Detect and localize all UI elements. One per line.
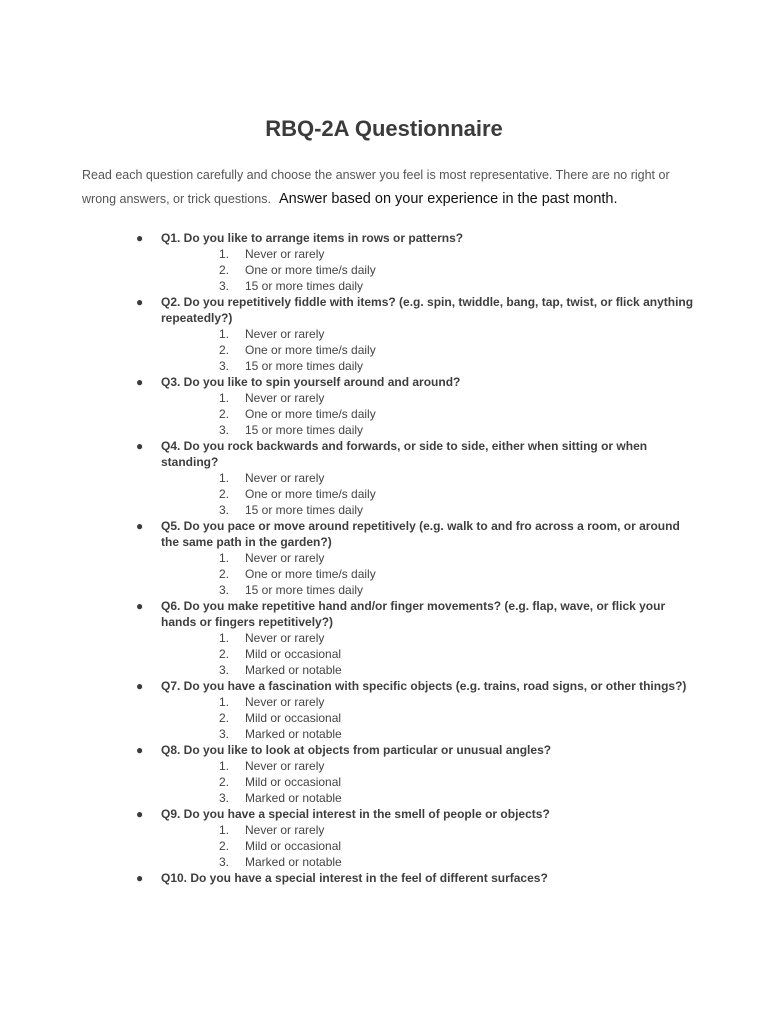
answer-number: 1. bbox=[219, 551, 230, 565]
question-item bbox=[136, 438, 696, 518]
bullet-icon: ● bbox=[136, 871, 144, 885]
bullet-icon: ● bbox=[136, 599, 144, 613]
answer-option bbox=[219, 342, 696, 358]
answer-label: 15 or more times daily bbox=[245, 503, 364, 517]
answer-option bbox=[219, 566, 696, 582]
bullet-icon: ● bbox=[136, 295, 144, 309]
answer-label: Never or rarely bbox=[245, 695, 325, 709]
answer-list bbox=[161, 390, 696, 438]
question-item bbox=[136, 870, 696, 886]
answer-number: 1. bbox=[219, 759, 230, 773]
answer-list bbox=[161, 246, 696, 294]
answer-list bbox=[161, 630, 696, 678]
answer-option bbox=[219, 854, 696, 870]
answer-list bbox=[161, 694, 696, 742]
answer-number: 2. bbox=[219, 263, 230, 277]
answer-label: Marked or notable bbox=[245, 791, 342, 805]
answer-number: 2. bbox=[219, 487, 230, 501]
answer-option bbox=[219, 630, 696, 646]
answer-label: 15 or more times daily bbox=[245, 583, 364, 597]
answer-label: Never or rarely bbox=[245, 247, 325, 261]
answer-list bbox=[161, 470, 696, 518]
answer-list bbox=[161, 822, 696, 870]
intro-emphasis: Answer based on your experience in the past month. bbox=[278, 191, 618, 207]
answer-number: 1. bbox=[219, 631, 230, 645]
answer-list bbox=[161, 326, 696, 374]
answer-label: Never or rarely bbox=[245, 391, 325, 405]
answer-number: 3. bbox=[219, 663, 230, 677]
question-text: Q10. Do you have a special interest in the feel of different surfaces? bbox=[161, 871, 548, 885]
answer-number: 2. bbox=[219, 839, 230, 853]
answer-number: 1. bbox=[219, 695, 230, 709]
answer-label: Marked or notable bbox=[245, 727, 342, 741]
answer-number: 3. bbox=[219, 583, 230, 597]
answer-number: 1. bbox=[219, 327, 230, 341]
question-item bbox=[136, 374, 696, 438]
answer-number: 2. bbox=[219, 407, 230, 421]
answer-option bbox=[219, 694, 696, 710]
answer-label: One or more time/s daily bbox=[245, 343, 376, 357]
answer-number: 2. bbox=[219, 775, 230, 789]
answer-label: Never or rarely bbox=[245, 471, 325, 485]
intro-text: Read each question carefully and choose the answer you feel is most representative. There are no right or wrong answers, or trick questions. bbox=[82, 168, 670, 206]
answer-number: 2. bbox=[219, 711, 230, 725]
answer-label: One or more time/s daily bbox=[245, 263, 376, 277]
answer-number: 1. bbox=[219, 471, 230, 485]
answer-option bbox=[219, 326, 696, 342]
answer-option bbox=[219, 646, 696, 662]
answer-number: 2. bbox=[219, 567, 230, 581]
answer-label: Marked or notable bbox=[245, 855, 342, 869]
answer-option bbox=[219, 262, 696, 278]
answer-number: 3. bbox=[219, 359, 230, 373]
answer-number: 1. bbox=[219, 823, 230, 837]
answer-label: Mild or occasional bbox=[245, 839, 342, 853]
answer-label: Never or rarely bbox=[245, 631, 325, 645]
answer-option bbox=[219, 790, 696, 806]
bullet-icon: ● bbox=[136, 743, 144, 757]
answer-option bbox=[219, 758, 696, 774]
answer-number: 1. bbox=[219, 247, 230, 261]
question-text: Q2. Do you repetitively fiddle with items? (e.g. spin, twiddle, bang, tap, twist, or flick anything repeatedly?) bbox=[161, 295, 694, 325]
answer-label: Never or rarely bbox=[245, 823, 325, 837]
page-title: RBQ-2A Questionnaire bbox=[265, 116, 503, 141]
answer-option bbox=[219, 662, 696, 678]
answer-option bbox=[219, 822, 696, 838]
question-item bbox=[136, 518, 696, 598]
question-text: Q9. Do you have a special interest in the smell of people or objects? bbox=[161, 807, 550, 821]
bullet-icon: ● bbox=[136, 679, 144, 693]
question-text: Q1. Do you like to arrange items in rows or patterns? bbox=[161, 231, 464, 245]
answer-number: 1. bbox=[219, 391, 230, 405]
question-text: Q5. Do you pace or move around repetitively (e.g. walk to and fro across a room, or around the same path in the garden?) bbox=[161, 519, 680, 549]
answer-list bbox=[161, 758, 696, 806]
answer-list bbox=[161, 550, 696, 598]
answer-label: Never or rarely bbox=[245, 551, 325, 565]
answer-label: 15 or more times daily bbox=[245, 279, 364, 293]
question-item bbox=[136, 294, 696, 374]
answer-option bbox=[219, 774, 696, 790]
question-text: Q8. Do you like to look at objects from particular or unusual angles? bbox=[161, 743, 552, 757]
answer-number: 3. bbox=[219, 423, 230, 437]
bullet-icon: ● bbox=[136, 231, 144, 245]
answer-option bbox=[219, 278, 696, 294]
answer-option bbox=[219, 390, 696, 406]
answer-option bbox=[219, 358, 696, 374]
bullet-icon: ● bbox=[136, 807, 144, 821]
answer-option bbox=[219, 838, 696, 854]
answer-number: 3. bbox=[219, 791, 230, 805]
answer-label: 15 or more times daily bbox=[245, 423, 364, 437]
question-item bbox=[136, 806, 696, 870]
question-item bbox=[136, 742, 696, 806]
question-item bbox=[136, 598, 696, 678]
question-text: Q4. Do you rock backwards and forwards, or side to side, either when sitting or when standing? bbox=[161, 439, 648, 469]
answer-option bbox=[219, 246, 696, 262]
answer-number: 3. bbox=[219, 279, 230, 293]
answer-option bbox=[219, 582, 696, 598]
answer-option bbox=[219, 502, 696, 518]
answer-label: Mild or occasional bbox=[245, 647, 342, 661]
answer-label: One or more time/s daily bbox=[245, 567, 376, 581]
bullet-icon: ● bbox=[136, 375, 144, 389]
question-list bbox=[136, 230, 696, 886]
answer-label: One or more time/s daily bbox=[245, 487, 376, 501]
answer-option bbox=[219, 486, 696, 502]
answer-option bbox=[219, 550, 696, 566]
bullet-icon: ● bbox=[136, 519, 144, 533]
answer-number: 3. bbox=[219, 855, 230, 869]
question-item bbox=[136, 678, 696, 742]
answer-number: 2. bbox=[219, 647, 230, 661]
question-text: Q7. Do you have a fascination with specific objects (e.g. trains, road signs, or other things?) bbox=[161, 679, 687, 693]
answer-option bbox=[219, 726, 696, 742]
question-text: Q3. Do you like to spin yourself around and around? bbox=[161, 375, 461, 389]
intro-paragraph bbox=[82, 163, 702, 211]
answer-option bbox=[219, 470, 696, 486]
question-item bbox=[136, 230, 696, 294]
answer-label: Never or rarely bbox=[245, 759, 325, 773]
answer-option bbox=[219, 406, 696, 422]
question-text: Q6. Do you make repetitive hand and/or finger movements? (e.g. flap, wave, or flick your hands or fingers repetitively?) bbox=[161, 599, 666, 629]
answer-label: One or more time/s daily bbox=[245, 407, 376, 421]
answer-label: Marked or notable bbox=[245, 663, 342, 677]
answer-label: Mild or occasional bbox=[245, 775, 342, 789]
answer-label: Never or rarely bbox=[245, 327, 325, 341]
answer-option bbox=[219, 710, 696, 726]
answer-label: Mild or occasional bbox=[245, 711, 342, 725]
answer-number: 3. bbox=[219, 503, 230, 517]
bullet-icon: ● bbox=[136, 439, 144, 453]
answer-number: 3. bbox=[219, 727, 230, 741]
answer-number: 2. bbox=[219, 343, 230, 357]
answer-label: 15 or more times daily bbox=[245, 359, 364, 373]
answer-option bbox=[219, 422, 696, 438]
